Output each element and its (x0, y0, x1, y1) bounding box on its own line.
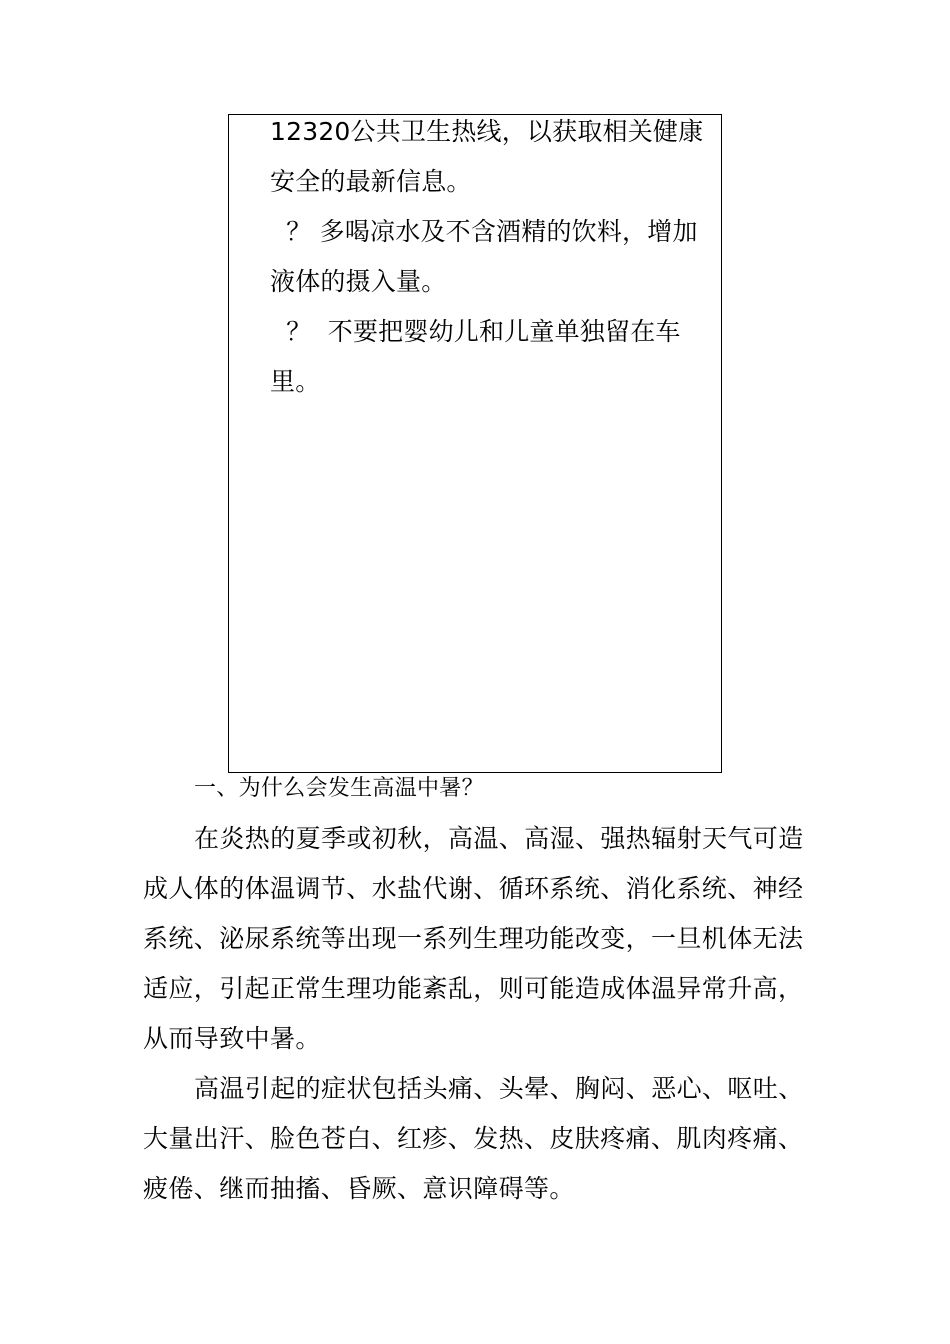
box-line: 安全的最新信息。 (270, 167, 472, 196)
paragraph-line: 成人体的体温调节、水盐代谢、循环系统、消化系统、神经 (143, 874, 804, 903)
notice-box (228, 114, 722, 773)
paragraph-line: 从而导致中暑。 (143, 1024, 321, 1053)
paragraph-line: 系统、泌尿系统等出现一系列生理功能改变，一旦机体无法 (143, 924, 804, 953)
box-line: 12320公共卫生热线，以获取相关健康 (270, 117, 704, 146)
box-line: 里。 (270, 367, 321, 396)
box-line: 液体的摄入量。 (270, 267, 447, 296)
paragraph-line: 高温引起的症状包括头痛、头晕、胸闷、恶心、呕吐、 (194, 1074, 804, 1103)
paragraph-line: 大量出汗、脸色苍白、红疹、发热、皮肤疼痛、肌肉疼痛、 (143, 1124, 804, 1153)
paragraph-line: 疲倦、继而抽搐、昏厥、意识障碍等。 (143, 1174, 575, 1203)
section-heading: 一、为什么会发生高温中暑？ (194, 776, 484, 801)
paragraph-line: 在炎热的夏季或初秋，高温、高湿、强热辐射天气可造 (194, 824, 804, 853)
box-line: ？ 不要把婴幼儿和儿童单独留在车 (270, 317, 681, 346)
box-line: ？ 多喝凉水及不含酒精的饮料，增加 (270, 217, 698, 246)
paragraph-line: 适应，引起正常生理功能紊乱，则可能造成体温异常升高， (143, 974, 804, 1003)
